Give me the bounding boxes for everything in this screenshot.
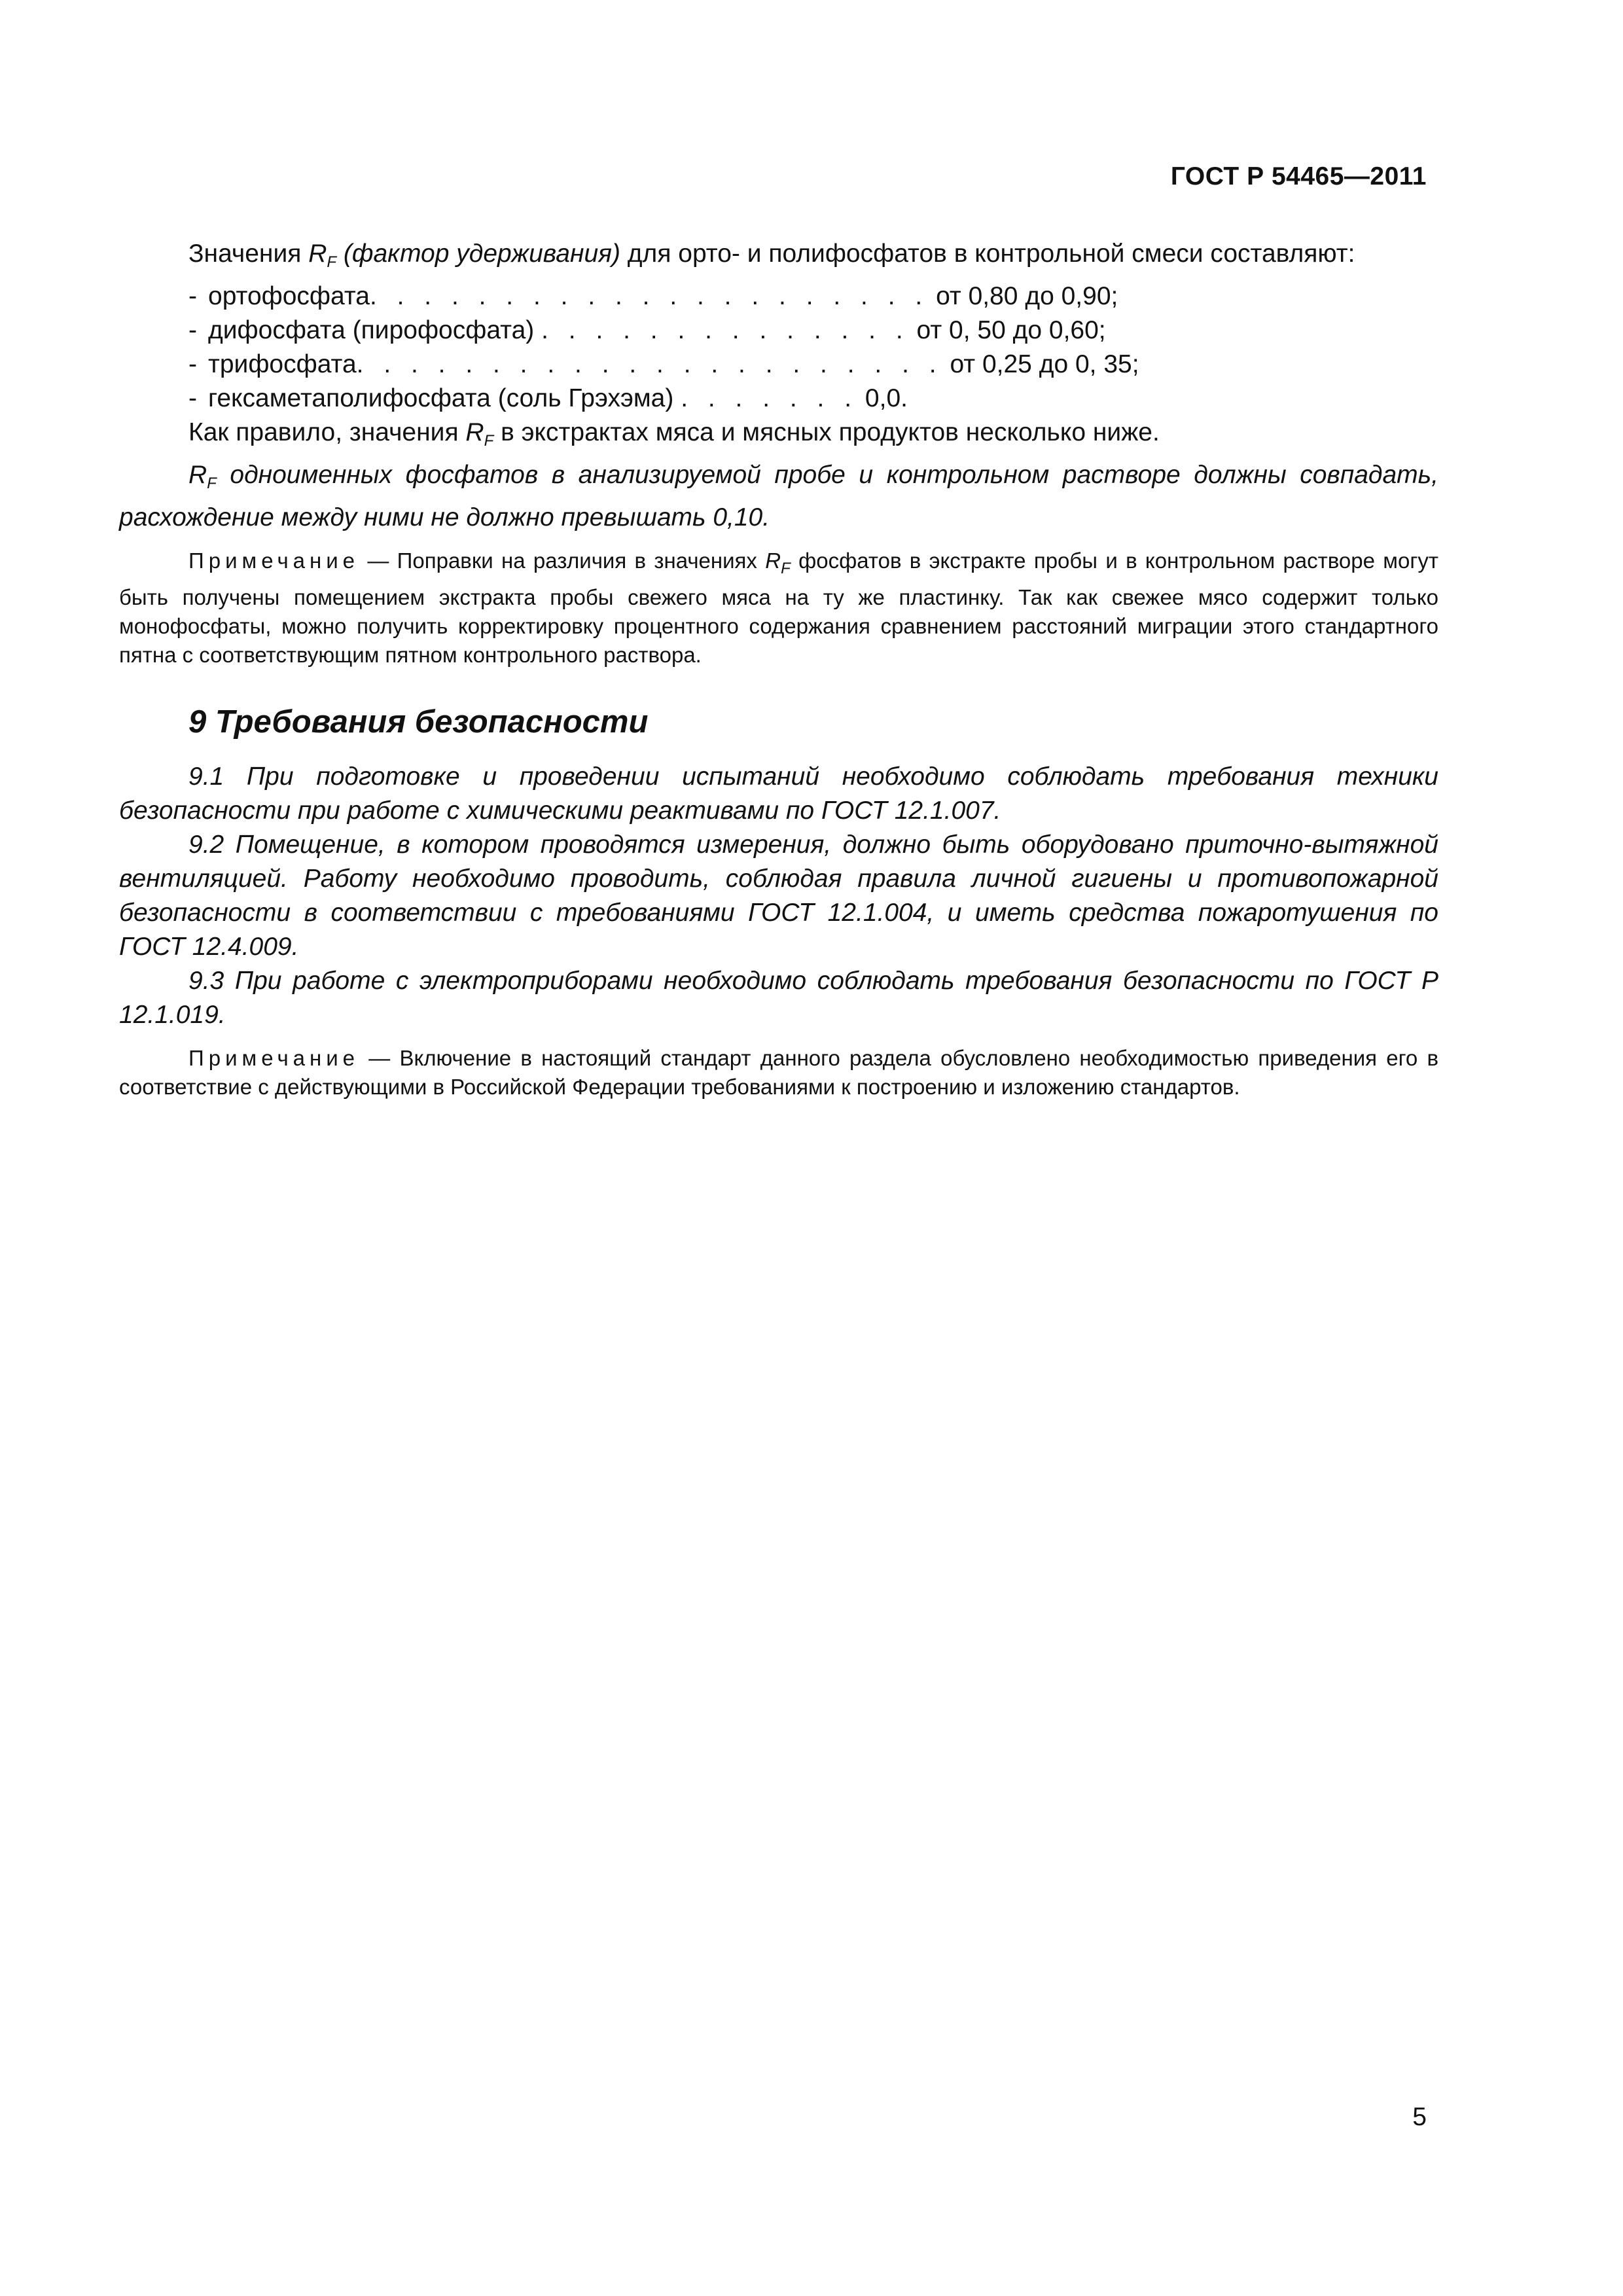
rf-symbol: $R_F$ [308,240,337,271]
list-item-label: дифосфата (пирофосфата) [208,316,535,344]
leader-dots: . . . . . . . . . . . . . . . . . . . . . [369,282,929,310]
page-content [119,237,1438,1102]
list-item: - ортофосфата. . . . . . . . . . . . . . . . . . . . . от 0,80 до 0,90; [188,282,1118,310]
list-item-value: 0,0. [865,384,908,412]
list-item-value: от 0, 50 до 0,60; [916,316,1106,344]
note-label: Примечание [188,1046,360,1070]
rf-symbol: $R_F$ [188,461,217,492]
note-label: Примечание [188,548,360,573]
intro-after: для орто- и полифосфатов в контрольной смеси составляют: [620,240,1355,268]
intro-term: (фактор удерживания) [336,240,620,268]
rule-paragraph: Как правило, значения $R_F$ в экстрактах мяса и мясных продуктов несколько ниже. [188,418,1160,450]
note-paragraph: Примечание — Поправки на различия в значениях $R_F$ фосфатов в экстракте пробы и в контрольном растворе могут быть получены помещением экстракта пробы свежего мяса на ту же пластинку. Так как свежее мясо содержит только монофосфаты, можно получить корректировку процентного содержания сравнением расстояний миграции этого стандартного пятна с соответствующим пятном контрольного раствора. [119,548,1438,667]
rf-values-list [119,279,1438,416]
page-number: 5 [1412,2103,1427,2131]
list-item-label: трифосфата [208,350,357,378]
leader-dots: . . . . . . . . . . . . . . . . . . . . . . [356,350,943,378]
list-item-value: от 0,25 до 0, 35; [950,350,1139,378]
section-item: 9.1 При подготовке и проведении испытаний необходимо соблюдать требования техники безопасности при работе с химическими реактивами по ГОСТ 12.1.007. [119,762,1438,825]
section-item: 9.2 Помещение, в котором проводятся измерения, должно быть оборудовано приточно-вытяжной вентиляцией. Работу необходимо проводить, соблюдая правила личной гигиены и противопожарной безопасности в соответствии с требованиями ГОСТ 12.1.004, и иметь средства пожаротушения по ГОСТ 12.4.009. [119,831,1438,961]
note-paragraph: Примечание — Включение в настоящий стандарт данного раздела обусловлено необходимостью приведения его в соответствие с действующими в Российской Федерации требованиями к построению и изложению стандартов. [119,1046,1438,1099]
leader-dots: . . . . . . . [681,384,859,412]
intro-before: Значения [188,240,309,268]
rf-symbol: $R_F$ [465,418,494,450]
list-item: - трифосфата. . . . . . . . . . . . . . . . . . . . . . от 0,25 до 0, 35; [188,350,1139,378]
rf-symbol: $R_F$ [765,548,791,577]
list-item-value: от 0,80 до 0,90; [936,282,1118,310]
leader-dots: . . . . . . . . . . . . . . [541,316,910,344]
section-heading: 9 Требования безопасности [188,704,649,740]
rf-intro-paragraph [119,237,1438,279]
list-item-label: гексаметаполифосфата (соль Грэхэма) [208,384,674,412]
list-item: - дифосфата (пирофосфата) . . . . . . . . . . . . . . от 0, 50 до 0,60; [188,316,1106,344]
section-item: 9.3 При работе с электроприборами необходимо соблюдать требования безопасности по ГОСТ Р 12.1.019. [119,967,1438,1029]
list-item: - гексаметаполифосфата (соль Грэхэма) . . . . . . . 0,0. [188,384,908,412]
rf-match-paragraph: $R_F$ одноименных фосфатов в анализируемой пробе и контрольном растворе должны совпадать, расхождение между ними не должно превышать 0,10. [119,461,1438,531]
document-code: ГОСТ Р 54465—2011 [1170,162,1427,190]
list-item-label: ортофосфата [208,282,370,310]
